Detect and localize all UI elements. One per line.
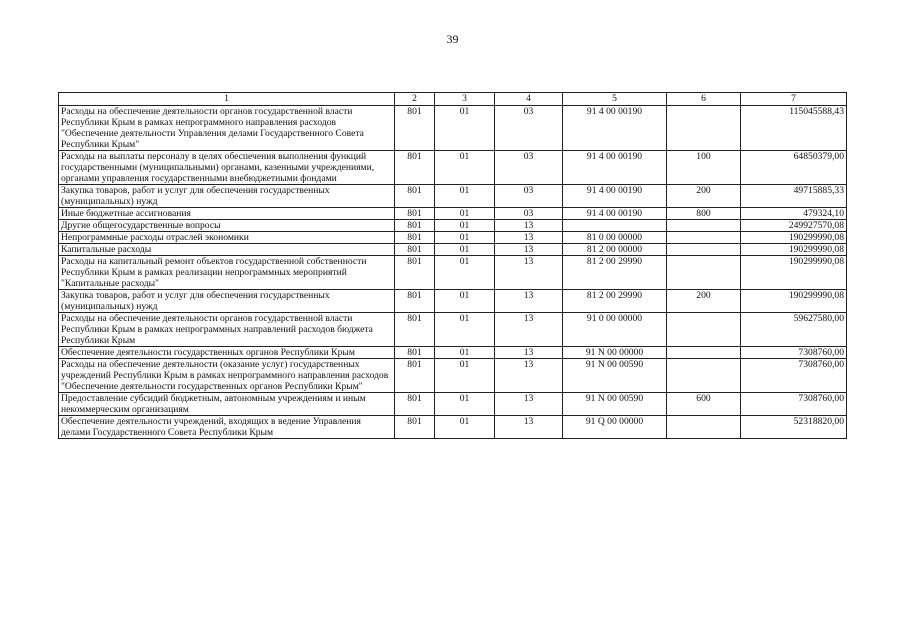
table-row xyxy=(59,185,847,208)
row-amount-cell: 52318820,00 xyxy=(741,416,847,439)
row-target-code-cell: 91 N 00 00590 xyxy=(563,393,667,416)
table-row xyxy=(59,151,847,185)
row-name-cell: Расходы на обеспечение деятельности (оказание услуг) государственных учреждений Республики Крым в рамках непрограммного направления расходов "Обеспечение деятельности государственных органов Республики Крым" xyxy=(59,359,395,393)
row-target-code-cell: 81 0 00 00000 xyxy=(563,232,667,244)
row-expense-type-cell: 200 xyxy=(667,290,741,313)
row-section-cell: 01 xyxy=(435,151,495,185)
row-expense-type-cell xyxy=(667,347,741,359)
table-body xyxy=(59,106,847,439)
table-row xyxy=(59,208,847,220)
row-ved-cell: 801 xyxy=(395,220,435,232)
row-target-code-cell: 91 4 00 00190 xyxy=(563,208,667,220)
row-expense-type-cell xyxy=(667,256,741,290)
row-subsection-cell: 03 xyxy=(495,185,563,208)
row-subsection-cell: 03 xyxy=(495,151,563,185)
row-name-cell: Закупка товаров, работ и услуг для обеспечения государственных (муниципальных) нужд xyxy=(59,290,395,313)
row-amount-cell: 190299990,08 xyxy=(741,232,847,244)
row-amount-cell: 7308760,00 xyxy=(741,359,847,393)
row-ved-cell: 801 xyxy=(395,256,435,290)
row-name-cell: Расходы на выплаты персоналу в целях обеспечения выполнения функций государственными (муниципальными) органами, казенными учреждениями, органами управления государственными внебюджетными фондами xyxy=(59,151,395,185)
row-subsection-cell: 13 xyxy=(495,313,563,347)
table-row xyxy=(59,393,847,416)
row-section-cell: 01 xyxy=(435,106,495,151)
table-row xyxy=(59,106,847,151)
row-expense-type-cell: 800 xyxy=(667,208,741,220)
table-row xyxy=(59,220,847,232)
row-target-code-cell: 81 2 00 29990 xyxy=(563,256,667,290)
table-row xyxy=(59,313,847,347)
row-target-code-cell: 91 4 00 00190 xyxy=(563,151,667,185)
row-subsection-cell: 03 xyxy=(495,106,563,151)
row-section-cell: 01 xyxy=(435,416,495,439)
row-subsection-cell: 13 xyxy=(495,244,563,256)
row-name-cell: Расходы на обеспечение деятельности органов государственной власти Республики Крым в рамках непрограммного направления расходов "Обеспечение деятельности Управления делами Государственного Совета Республики Крым" xyxy=(59,106,395,151)
row-name-cell: Предоставление субсидий бюджетным, автономным учреждениям и иным некоммерческим организациям xyxy=(59,393,395,416)
row-section-cell: 01 xyxy=(435,244,495,256)
row-amount-cell: 190299990,08 xyxy=(741,244,847,256)
table-row xyxy=(59,256,847,290)
row-expense-type-cell xyxy=(667,416,741,439)
row-amount-cell: 190299990,08 xyxy=(741,290,847,313)
row-name-cell: Непрограммные расходы отраслей экономики xyxy=(59,232,395,244)
table-row xyxy=(59,416,847,439)
row-target-code-cell: 91 Q 00 00000 xyxy=(563,416,667,439)
header-cell: 2 xyxy=(395,93,435,106)
row-subsection-cell: 13 xyxy=(495,359,563,393)
row-ved-cell: 801 xyxy=(395,359,435,393)
row-ved-cell: 801 xyxy=(395,151,435,185)
row-expense-type-cell xyxy=(667,313,741,347)
row-section-cell: 01 xyxy=(435,220,495,232)
table-row xyxy=(59,290,847,313)
row-amount-cell: 190299990,08 xyxy=(741,256,847,290)
header-cell: 1 xyxy=(59,93,395,106)
row-subsection-cell: 03 xyxy=(495,208,563,220)
table-row xyxy=(59,232,847,244)
row-amount-cell: 479324,10 xyxy=(741,208,847,220)
row-subsection-cell: 13 xyxy=(495,232,563,244)
header-row xyxy=(59,93,847,106)
row-section-cell: 01 xyxy=(435,393,495,416)
row-section-cell: 01 xyxy=(435,185,495,208)
row-name-cell: Обеспечение деятельности государственных органов Республики Крым xyxy=(59,347,395,359)
row-expense-type-cell xyxy=(667,359,741,393)
row-name-cell: Иные бюджетные ассигнования xyxy=(59,208,395,220)
row-amount-cell: 249927570,08 xyxy=(741,220,847,232)
row-ved-cell: 801 xyxy=(395,393,435,416)
row-name-cell: Расходы на капитальный ремонт объектов государственной собственности Республики Крым в рамках реализации непрограммных мероприятий "Капитальные расходы" xyxy=(59,256,395,290)
row-ved-cell: 801 xyxy=(395,416,435,439)
row-expense-type-cell xyxy=(667,106,741,151)
row-expense-type-cell: 100 xyxy=(667,151,741,185)
row-ved-cell: 801 xyxy=(395,232,435,244)
row-target-code-cell: 91 N 00 00000 xyxy=(563,347,667,359)
row-ved-cell: 801 xyxy=(395,347,435,359)
row-amount-cell: 7308760,00 xyxy=(741,393,847,416)
row-subsection-cell: 13 xyxy=(495,416,563,439)
row-name-cell: Капитальные расходы xyxy=(59,244,395,256)
row-target-code-cell: 81 2 00 00000 xyxy=(563,244,667,256)
header-cell: 7 xyxy=(741,93,847,106)
row-target-code-cell: 91 N 00 00590 xyxy=(563,359,667,393)
table-row xyxy=(59,359,847,393)
row-subsection-cell: 13 xyxy=(495,393,563,416)
header-cell: 5 xyxy=(563,93,667,106)
row-section-cell: 01 xyxy=(435,290,495,313)
header-cell: 3 xyxy=(435,93,495,106)
row-ved-cell: 801 xyxy=(395,290,435,313)
row-expense-type-cell xyxy=(667,220,741,232)
budget-table xyxy=(58,92,847,439)
row-ved-cell: 801 xyxy=(395,313,435,347)
page-number: 39 xyxy=(446,32,459,46)
row-amount-cell: 59627580,00 xyxy=(741,313,847,347)
row-ved-cell: 801 xyxy=(395,185,435,208)
row-target-code-cell: 91 4 00 00190 xyxy=(563,106,667,151)
header-cell: 4 xyxy=(495,93,563,106)
row-target-code-cell xyxy=(563,220,667,232)
row-subsection-cell: 13 xyxy=(495,290,563,313)
row-section-cell: 01 xyxy=(435,347,495,359)
table-row xyxy=(59,244,847,256)
row-section-cell: 01 xyxy=(435,359,495,393)
row-subsection-cell: 13 xyxy=(495,347,563,359)
row-ved-cell: 801 xyxy=(395,106,435,151)
row-amount-cell: 7308760,00 xyxy=(741,347,847,359)
row-name-cell: Обеспечение деятельности учреждений, входящих в ведение Управления делами Государственного Совета Республики Крым xyxy=(59,416,395,439)
row-subsection-cell: 13 xyxy=(495,256,563,290)
row-amount-cell: 64850379,00 xyxy=(741,151,847,185)
row-name-cell: Закупка товаров, работ и услуг для обеспечения государственных (муниципальных) нужд xyxy=(59,185,395,208)
row-name-cell: Расходы на обеспечение деятельности органов государственной власти Республики Крым в рамках непрограммных направлений расходов бюджета Республики Крым xyxy=(59,313,395,347)
row-name-cell: Другие общегосударственные вопросы xyxy=(59,220,395,232)
row-section-cell: 01 xyxy=(435,232,495,244)
row-ved-cell: 801 xyxy=(395,208,435,220)
row-subsection-cell: 13 xyxy=(495,220,563,232)
row-expense-type-cell xyxy=(667,244,741,256)
header-cell: 6 xyxy=(667,93,741,106)
row-section-cell: 01 xyxy=(435,313,495,347)
row-amount-cell: 49715885,33 xyxy=(741,185,847,208)
row-expense-type-cell xyxy=(667,232,741,244)
table-row xyxy=(59,347,847,359)
row-section-cell: 01 xyxy=(435,208,495,220)
row-target-code-cell: 91 4 00 00190 xyxy=(563,185,667,208)
row-target-code-cell: 81 2 00 29990 xyxy=(563,290,667,313)
row-target-code-cell: 91 0 00 00000 xyxy=(563,313,667,347)
row-expense-type-cell: 600 xyxy=(667,393,741,416)
row-section-cell: 01 xyxy=(435,256,495,290)
row-ved-cell: 801 xyxy=(395,244,435,256)
row-expense-type-cell: 200 xyxy=(667,185,741,208)
row-amount-cell: 115045588,43 xyxy=(741,106,847,151)
